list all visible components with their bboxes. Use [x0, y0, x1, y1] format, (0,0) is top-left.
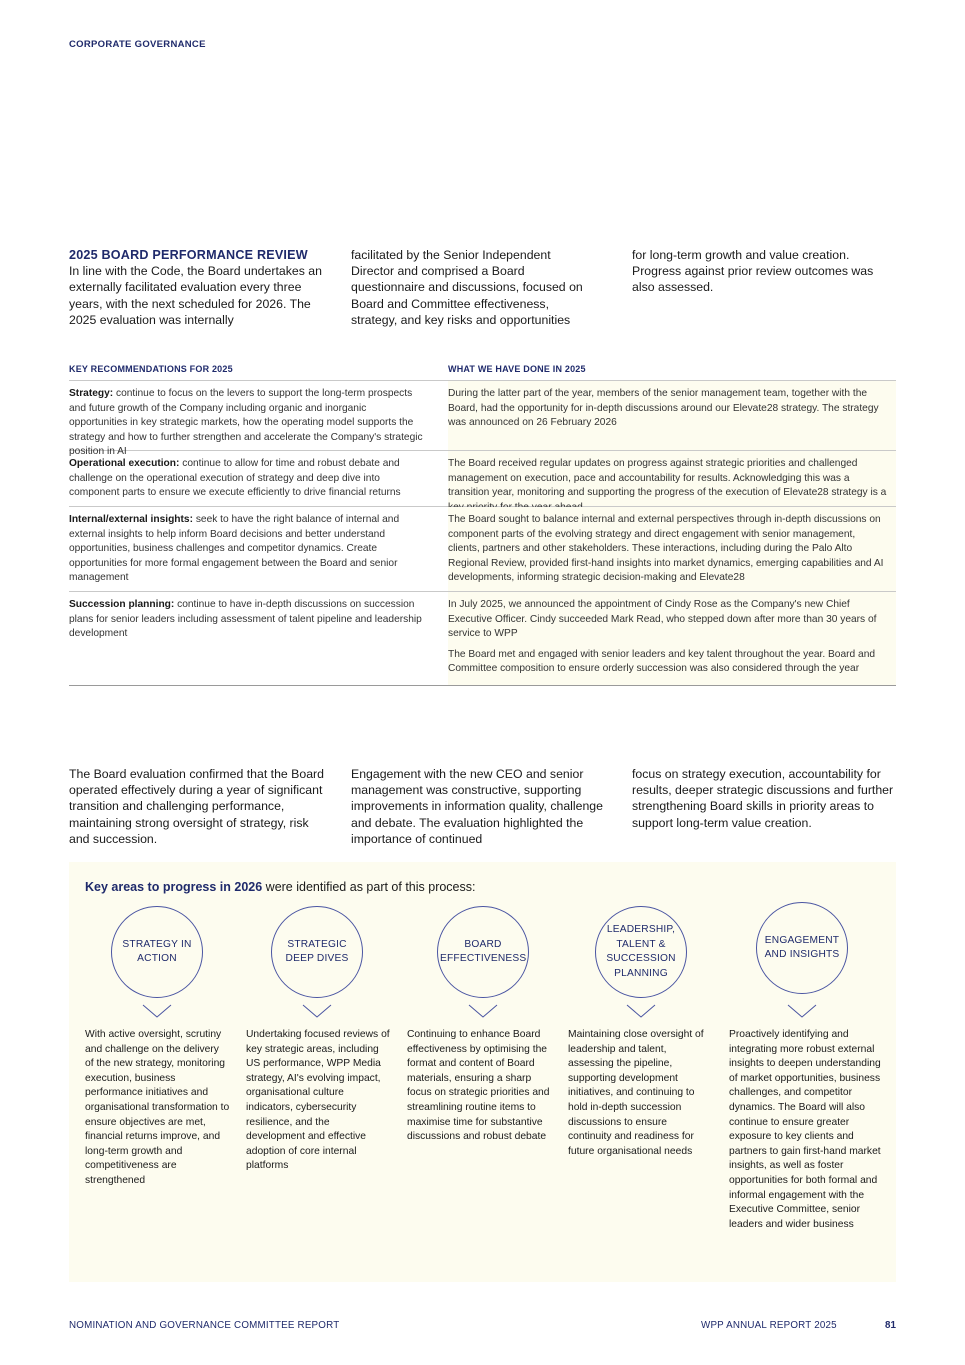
- recommendation-title: Strategy:: [69, 388, 116, 399]
- key-area-circle: [756, 902, 848, 994]
- recommendation-title: Operational execution:: [69, 458, 183, 469]
- key-area-description: Maintaining close oversight of leadership and talent, assessing the pipeline, supporting development initiatives, and continuing to hold in-depth succession discussions to ensure continuity and readiness for future organisational needs: [568, 1029, 704, 1157]
- action-cell: [448, 451, 896, 506]
- recommendation-text: continue to have in-depth discussions on succession plans for senior leaders including assessment of talent pipeline and leadership development: [69, 599, 422, 640]
- page-number: 81: [885, 1320, 896, 1331]
- recommendation-cell: [69, 507, 448, 591]
- summary-column-3: focus on strategy execution, accountability for results, deeper strategic discussions and further strengthening Board skills in priority areas to support long-term value creation.: [632, 767, 894, 830]
- recommendation-cell: [69, 451, 448, 506]
- key-areas-heading-text: were identified as part of this process:: [262, 880, 476, 894]
- footer-report-name: NOMINATION AND GOVERNANCE COMMITTEE REPORT: [69, 1320, 340, 1331]
- intro-text-2: facilitated by the Senior Independent Director and comprised a Board questionnaire and discussions, focused on Board and Committee effectiveness, strategy, and key risks and opportunities: [351, 248, 583, 327]
- key-area-label: LEADERSHIP, TALENT & SUCCESSION PLANNING: [606, 924, 676, 979]
- summary-column-1: The Board evaluation confirmed that the Board operated effectively during a year of significant transition and challenging performance, maintaining strong oversight of strategy, risk and succession.: [69, 767, 324, 846]
- recommendation-text: seek to have the right balance of internal and external insights to help inform Board decisions and better understand opportunities, business challenges and competitor dynamics. Create opportunities for more formal engagement between the Board and senior management: [69, 514, 400, 584]
- action-text: The Board received regular updates on progress against strategic priorities and challenged management on execution, pace and accountability for results. Acknowledging this was a transition year, monitoring and supporting the progress of the execution of Elevate28 strategy is a: [448, 458, 887, 499]
- intro-text-3: for long-term growth and value creation. Progress against prior review outcomes was also assessed.: [632, 248, 874, 295]
- action-cell: [448, 381, 896, 450]
- recommendation-title: Succession planning:: [69, 599, 178, 610]
- key-area-circle: [271, 906, 363, 998]
- key-areas-heading-bold: Key areas to progress in 2026: [85, 880, 263, 894]
- intro-column-3: [632, 247, 894, 296]
- key-area-circle: [595, 906, 687, 998]
- table-header-right: WHAT WE HAVE DONE IN 2025: [448, 364, 586, 374]
- key-area-label: STRATEGIC DEEP DIVES: [285, 938, 349, 964]
- table-row: [69, 592, 896, 686]
- key-area-label: ENGAGEMENT AND INSIGHTS: [764, 934, 840, 960]
- table-row: [69, 507, 896, 592]
- section-label: CORPORATE GOVERNANCE: [69, 39, 206, 50]
- recommendation-cell: [69, 381, 448, 458]
- footer-publication: WPP ANNUAL REPORT 2025: [701, 1320, 837, 1331]
- action-text: The Board sought to balance internal and external perspectives through in-depth discussions on component parts of the evolving strategy and direct engagement with senior management, clients, partners and other stakeholders. These interactions, including during the Palo Alto Regional Review, provided first-hand insights into market dynamics, emerging capabilities and AI developments, informing strategic decision-making and Elevate28: [448, 514, 884, 584]
- key-area-description: Continuing to enhance Board effectiveness by optimising the format and content of Board materials, ensuring a sharp focus on strategic priorities and streamlining routine items to maximise time for substantive discussions and robust debate: [407, 1029, 550, 1143]
- action-cell: [448, 592, 896, 685]
- chevron-down-icon: [468, 1004, 498, 1018]
- action-cell: [448, 507, 896, 591]
- key-area-label: STRATEGY IN ACTION: [122, 938, 192, 964]
- chevron-down-icon: [302, 1004, 332, 1018]
- recommendation-text: continue to focus on the levers to support the long-term prospects and future growth of the Company including organic and inorganic opportunities in key strategic markets, how the operating model supports the strategy and how to further strengthen and accelerate the Company's strategic position in AI: [69, 388, 423, 458]
- recommendation-text: continue to allow for time and robust debate and challenge on the operational execution of strategy and deep dive into component parts to ensure we execute efficiently to drive financial returns: [69, 458, 401, 499]
- key-area-circle: [111, 906, 203, 998]
- table-row: [69, 451, 896, 507]
- action-text: During the latter part of the year, members of the senior management team, together with the Board, had the opportunity for in-depth discussions around our Elevate28 strategy. The strategy was announced on 26 February 2026: [448, 388, 879, 429]
- key-area-label: BOARD EFFECTIVENESS: [440, 938, 527, 964]
- action-text: In July 2025, we announced the appointment of Cindy Rose as the Company's new Chief Executive Officer. Cindy succeeded Mark Read, who stepped down after more than 30 years of service to WPP: [448, 599, 877, 640]
- chevron-down-icon: [142, 1004, 172, 1018]
- intro-column-2: [351, 247, 595, 328]
- table-header-left: KEY RECOMMENDATIONS FOR 2025: [69, 364, 233, 374]
- chevron-down-icon: [626, 1004, 656, 1018]
- recommendation-title: Internal/external insights:: [69, 514, 196, 525]
- key-area-description: With active oversight, scrutiny and challenge on the delivery of the new strategy, monitoring execution, business performance initiatives and organisational transformation to ensure objectives are met, financial returns improve, and long-term growth and competitiveness are strengthened: [85, 1029, 230, 1186]
- intro-column-1: [69, 247, 331, 328]
- key-area-description: Proactively identifying and integrating more robust external insights to deepen understanding of market opportunities, business challenges, and competitor dynamics. The Board will also continue to ensure greater exposure to key clients and partners to gain first-hand market insights, as well as foster opportunities for both formal and informal engagement with the Executive Committee, senior leaders and wider business: [729, 1029, 881, 1230]
- table-header: [69, 362, 896, 381]
- chevron-down-icon: [787, 1004, 817, 1018]
- recommendation-cell: [69, 592, 448, 685]
- intro-text-1: In line with the Code, the Board undertakes an externally facilitated evaluation every three years, with the next scheduled for 2026. The 2025 evaluation was internally: [69, 264, 322, 327]
- key-area-description: Undertaking focused reviews of key strategic areas, including US performance, WPP Media strategy, AI's evolving impact, organisational culture indicators, cybersecurity resilience, and the development and effective adoption of core internal platforms: [246, 1029, 390, 1172]
- key-areas-heading: [85, 880, 476, 894]
- key-areas-panel: [69, 862, 896, 1282]
- action-text: The Board met and engaged with senior leaders and key talent throughout the year. Board and Committee composition to ensure orderly succession was also considered through the year: [448, 648, 876, 675]
- key-area-circle: [437, 906, 529, 998]
- recommendations-table: [69, 362, 896, 686]
- summary-column-2: Engagement with the new CEO and senior management was constructive, supporting improvements in information quality, challenge and debate. The evaluation highlighted the importance of continued: [351, 767, 603, 846]
- section-title: 2025 BOARD PERFORMANCE REVIEW: [69, 248, 308, 262]
- table-row: [69, 381, 896, 458]
